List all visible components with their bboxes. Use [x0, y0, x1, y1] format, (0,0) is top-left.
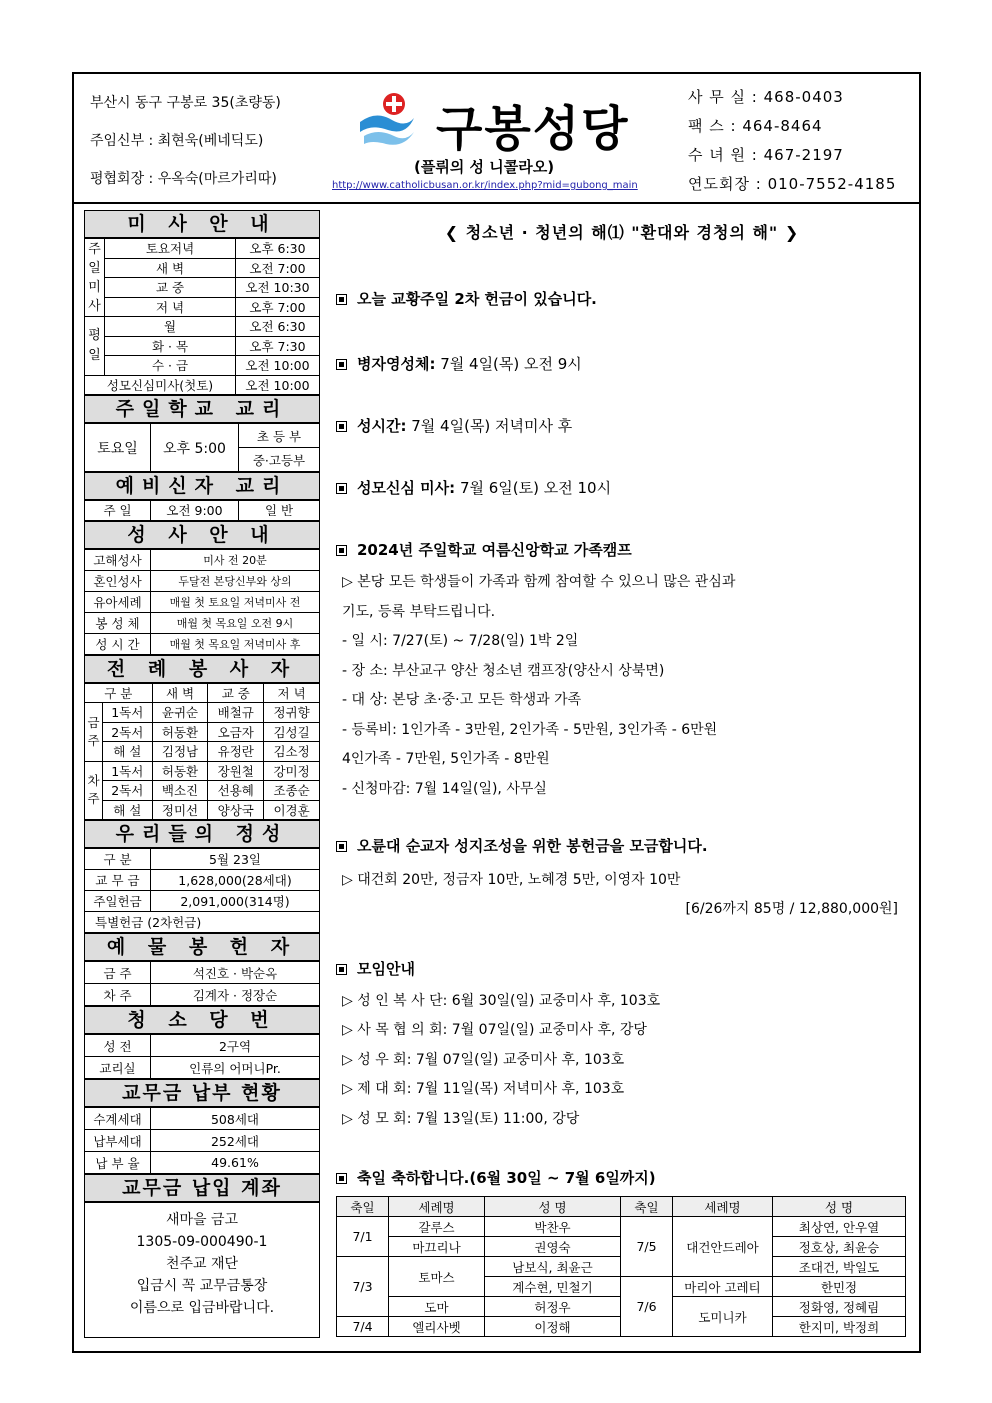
parish-logo-icon	[356, 88, 416, 148]
offering-table: 구 분 5월 23일 교 무 금 1,628,000(28세대) 주일헌금 2,091,000(314명) 특별헌금 (2차헌금)	[84, 848, 320, 933]
pastor: 주임신부 : 최현욱(베네딕도)	[90, 133, 264, 149]
bullet-icon	[336, 294, 347, 305]
cleaning-table: 성 전 2구역 교리실 인류의 어머니Pr.	[84, 1034, 320, 1079]
notice-holy-hour: 성시간: 7월 4일(목) 저녁미사 후	[336, 415, 572, 436]
website-link[interactable]: http://www.catholicbusan.or.kr/index.php?mid=gubong_main	[332, 180, 638, 191]
catechumen-table: 주 일 오전 9:00 일 반	[84, 500, 320, 521]
bullet-icon	[336, 545, 347, 556]
dues-table: 수계세대 508세대 납부세대 252세대 납 부 율 49.61%	[84, 1107, 320, 1174]
bullet-icon	[336, 359, 347, 370]
dues-title: 교무금 납부 현황	[84, 1079, 320, 1107]
bulletin-page	[72, 72, 921, 1353]
notice-martyr-fund: 오륜대 순교자 성지조성을 위한 봉헌금을 모금합니다.	[336, 835, 708, 856]
sacraments-title: 성 사 안 내	[84, 521, 320, 549]
bullet-icon	[336, 483, 347, 494]
feast-table: 축일 세례명 성 명 축일 세례명 성 명 7/1 갈루스 박찬우 7/5 대건안드레아 최상연, 안우열 마끄리나 권영숙 정호상, 최윤승 7/3 토마스 남보식, 최윤근 조대건, 박일도 계수현, 민철기 7/6 마리아 고레티 한민정 도마 허정우 도미니카 정화영, 정혜림 7/4 엘리사벳 이정해 한지미, 박정희	[336, 1196, 906, 1337]
contact-yeondo: 연도회장 : 010-7552-4185	[688, 175, 897, 193]
notice-marian-mass: 성모신심 미사: 7월 6일(토) 오전 10시	[336, 477, 611, 498]
main-content: ❮ 청소년 · 청년의 해⑴ "환대와 경청의 해" ❯ 오늘 교황주일 2차 헌금이 있습니다. 병자영성체: 7월 4일(목) 오전 9시 성시간: 7월 4일(목) 저녁미사 후 성모신심 미사: 7월 6일(토) 오전 10시 2024년 주일학교 여름신앙학교 가족캠프 ▷ 본당 모든 학생들이 가족과 함께 참여할 수 있으니 많은 관심과 기도, 등록 부탁드립니다. - 일 시: 7/27(토) ~ 7/28(일) 1박 2일 - 장 소: 부산교구 양산 청소년 캠프장(양산시 상북면) - 대 상: 본당 초·중·고 모든 학생과 가족 - 등록비: 1인가족 - 3만원, 2인가족 - 5만원, 3인가족 - 6만원 4인가족 - 7만원, 5인가족 - 8만원 - 신청마감: 7월 14일(일), 사무실 오륜대 순교자 성지조성을 위한 봉헌금을 모금합니다. ▷ 대건회 20만, 정금자 10만, 노혜경 5만, 이영자 10만 [6/26까지 85명 / 12,880,000원] 모임안내 ▷ 성 인 복 사 단: 6월 30일(일) 교중미사 후, 103호 ▷ 사 목 협 의 회: 7월 07일(일) 교중미사 후, 강당 ▷ 성 우 회: 7월 07일(일) 교중미사 후, 103호 ▷ 제 대 회: 7월 11일(목) 저녁미사 후, 103호 ▷ 성 모 회: 7월 13일(토) 11:00, 강당 축일 축하합니다.(6월 30일 ~ 7월 6일까지) 축일 세례명 성 명 축일 세례명 성 명 7/1 갈루스 박찬우 7/5 대건안드레아 최상연, 안우열 마끄리나 권영숙 정호상, 최윤승 7/3 토마스 남보식, 최윤근 조대건, 박일도 계수현, 민철기 7/6 마리아 고레티 한민정 도마 허정우 도미니카 정화영, 정혜림 7/4 엘리사벳 이정해 한지미, 박정희	[336, 214, 908, 273]
council-president: 평협회장 : 우옥숙(마르가리따)	[90, 171, 277, 187]
liturgy-table: 구 분 새 벽 교 중 저 녁 금주 1독서 윤귀순 배철규 정귀향 2독서 허동환 오금자 김성길 해 설 김정남 유정란 김소정 차주 1독서 허동환 장원철 강미정 2독서 백소진 선용혜 조종순 해 설 정미선 양상국 이경훈	[84, 683, 320, 821]
donors-title: 예 물 봉 헌 자	[84, 933, 320, 961]
contact-office: 사 무 실 : 468-0403	[688, 88, 844, 106]
headline: ❮ 청소년 · 청년의 해⑴ "환대와 경청의 해" ❯	[444, 223, 800, 242]
notice-feast: 축일 축하합니다.(6월 30일 ~ 7월 6일까지)	[336, 1167, 656, 1188]
left-column	[84, 210, 320, 1338]
patron-saint: (플뤼의 성 니콜라오)	[414, 158, 555, 176]
bullet-icon	[336, 964, 347, 975]
catechumen-title: 예비신자 교리	[84, 472, 320, 500]
donors-table: 금 주 석진호 · 박순옥 차 주 김계자 · 정장순	[84, 961, 320, 1006]
contact-fax: 팩 스 : 464-8464	[688, 117, 823, 135]
cleaning-title: 청 소 당 번	[84, 1006, 320, 1034]
header	[74, 74, 919, 204]
mass-section-title: 미 사 안 내	[84, 210, 320, 238]
sunday-mass-label: 주일미사	[85, 239, 105, 317]
notice-meetings: 모임안내	[336, 958, 415, 979]
sacraments-table: 고해성사 미사 전 20분 혼인성사 두달전 본당신부와 상의 유아세례 매월 첫 토요일 저녁미사 전 봉 성 체 매월 첫 목요일 오전 9시 성 시 간 매월 첫 목요일 저녁미사 후	[84, 549, 320, 655]
contact-convent: 수 녀 원 : 467-2197	[688, 146, 844, 164]
parish-title: 구봉성당	[436, 101, 630, 157]
notice-camp-title: 2024년 주일학교 여름신앙학교 가족캠프	[336, 539, 632, 560]
weekday-mass-label: 평일	[85, 317, 105, 376]
account-box: 새마을 금고 1305-09-000490-1 천주교 재단 입금시 꼭 교무금통장 이름으로 입금바랍니다.	[84, 1202, 320, 1338]
notice-pope-sunday: 오늘 교황주일 2차 헌금이 있습니다.	[336, 288, 597, 309]
bullet-icon	[336, 421, 347, 432]
liturgy-title: 전 례 봉 사 자	[84, 655, 320, 683]
bullet-icon	[336, 1173, 347, 1184]
address: 부산시 동구 구봉로 35(초량동)	[90, 95, 281, 111]
offering-title: 우리들의 정성	[84, 820, 320, 848]
sunday-school-table: 토요일 오후 5:00 초 등 부 중·고등부	[84, 423, 320, 472]
sunday-school-title: 주일학교 교리	[84, 395, 320, 423]
bullet-icon	[336, 841, 347, 852]
account-title: 교무금 납입 계좌	[84, 1174, 320, 1202]
mass-table: 주일미사 토요저녁 오후 6:30 새 벽 오전 7:00 교 중 오전 10:30 저 녁 오후 7:00 평일 월 오전 6:30 화 · 목 오후 7:30 수 · 금 오전 10:00 성모신심미사(첫토) 오전 10:00	[84, 238, 320, 395]
notice-sick-communion: 병자영성체: 7월 4일(목) 오전 9시	[336, 353, 582, 374]
